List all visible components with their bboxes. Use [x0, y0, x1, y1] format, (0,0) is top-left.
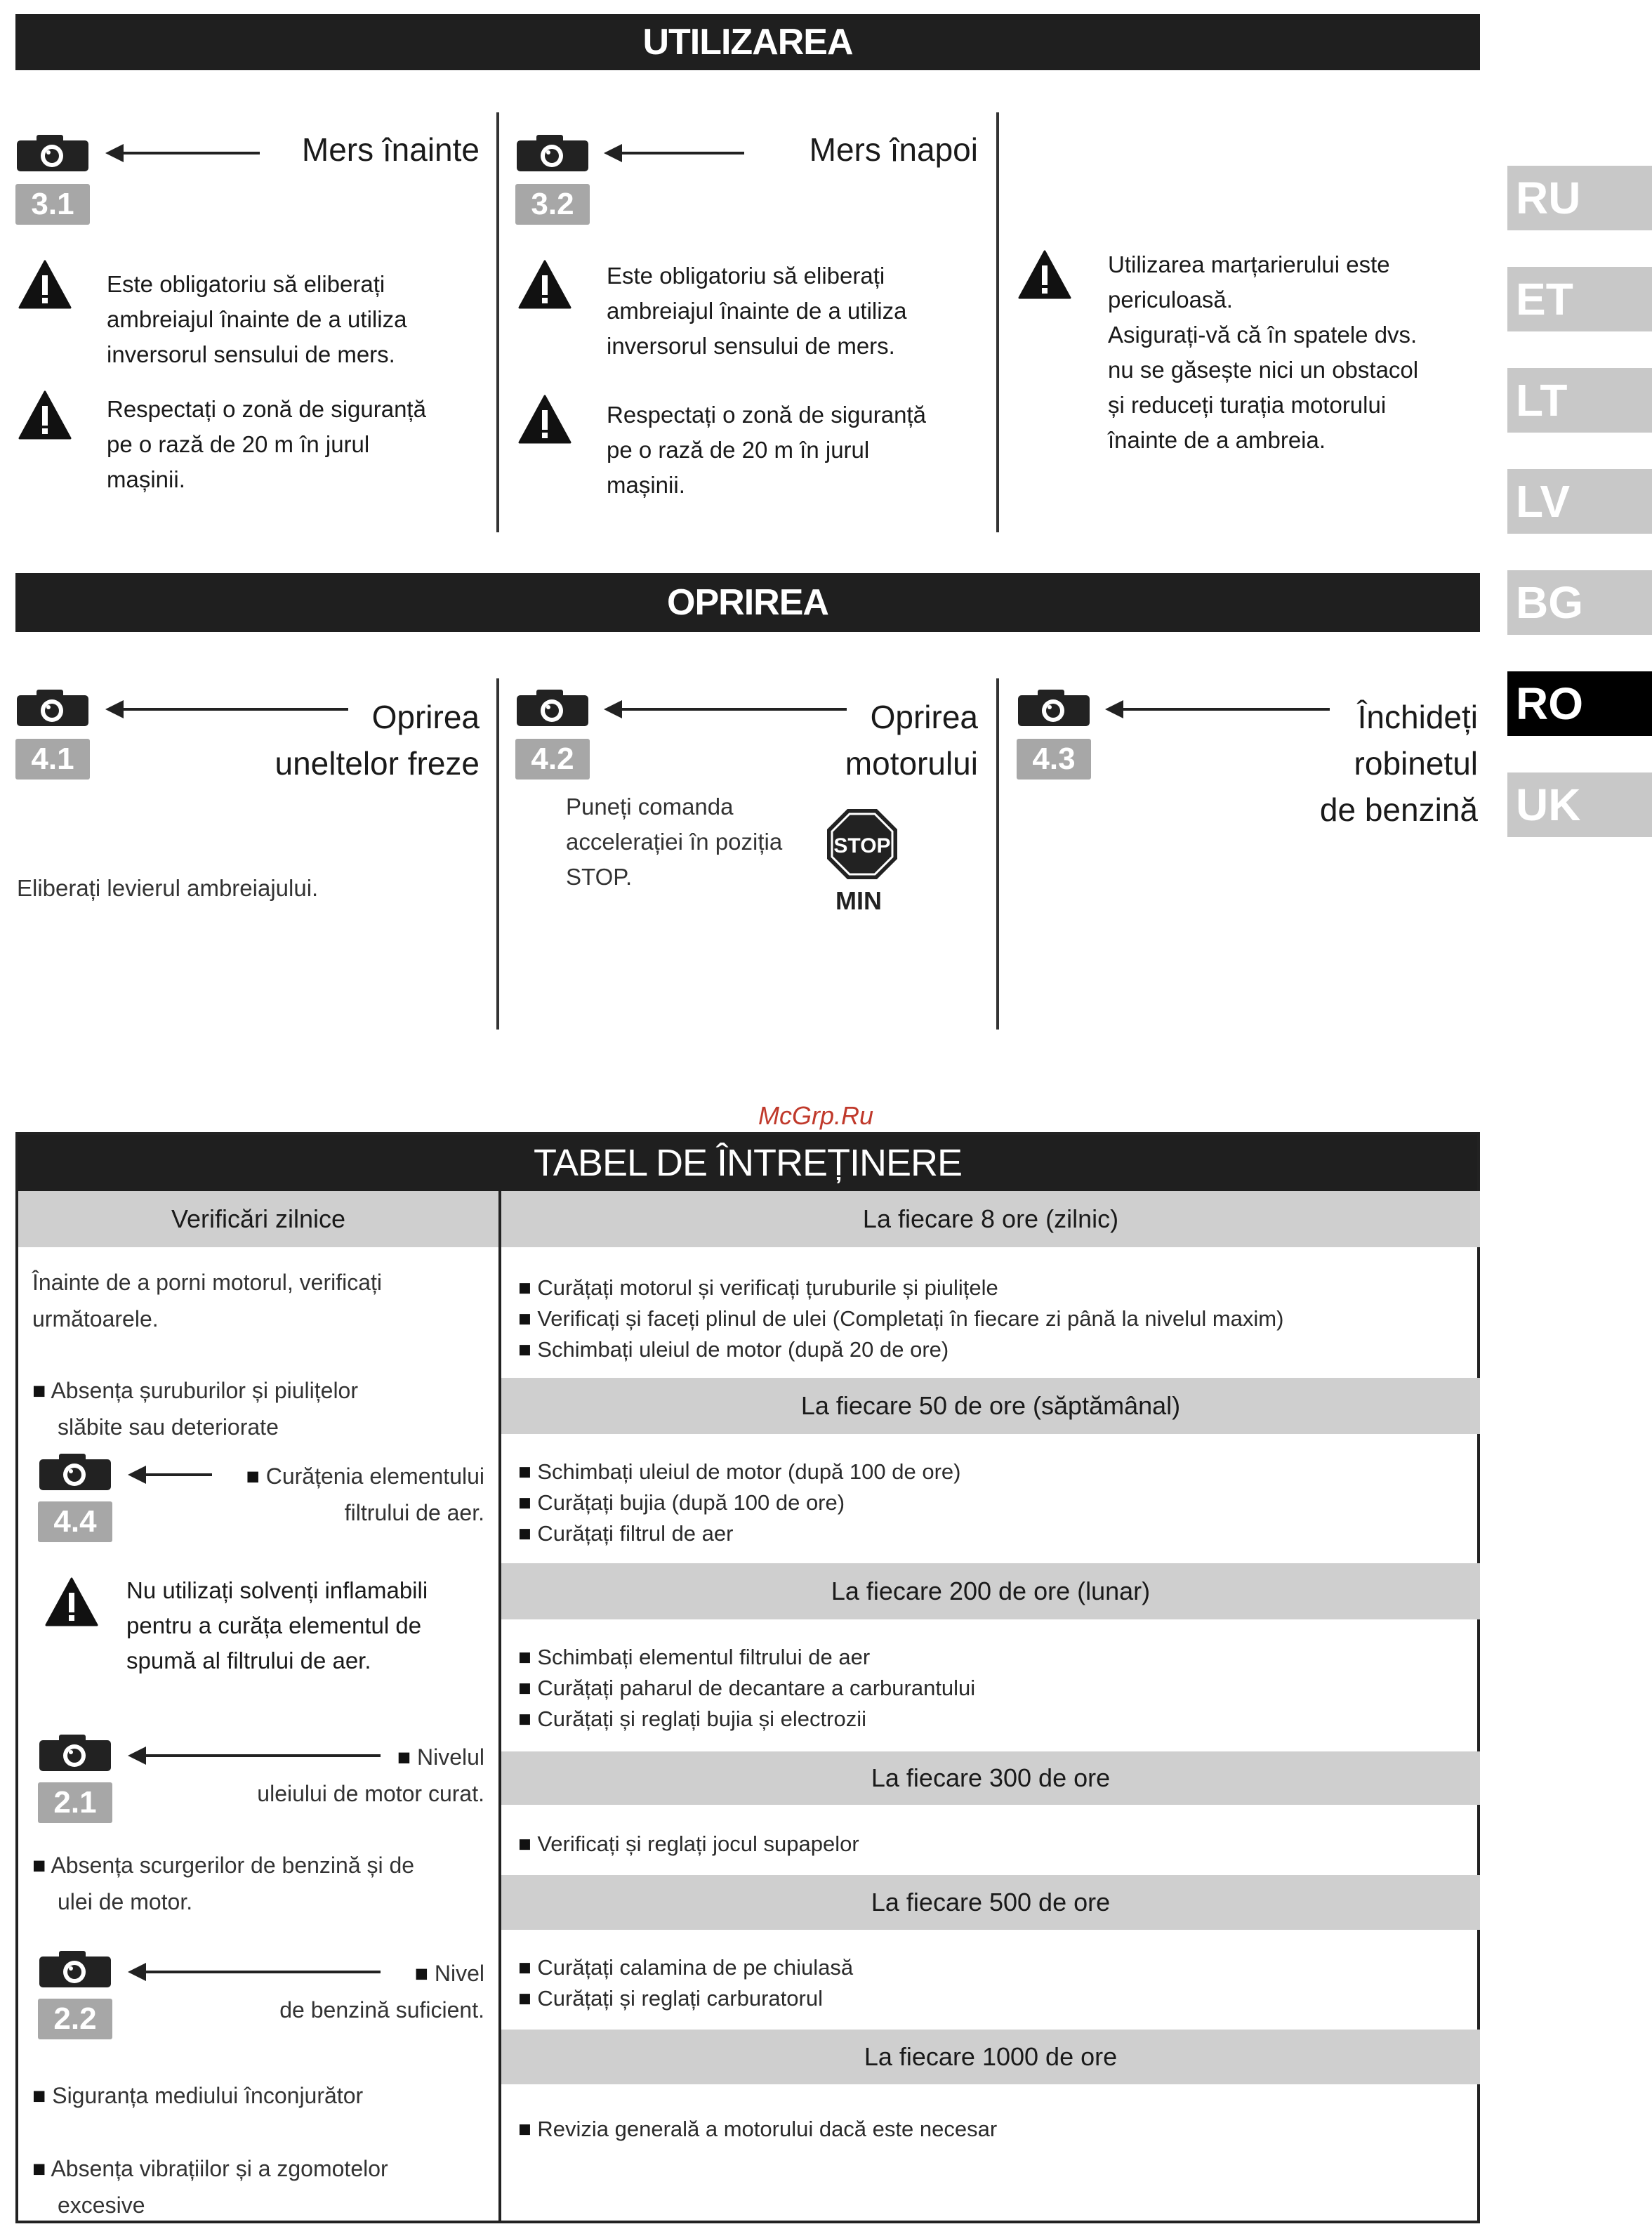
group-header-500h: La fiecare 500 de ore	[501, 1875, 1480, 1930]
group-header-200h: La fiecare 200 de ore (lunar)	[501, 1563, 1480, 1619]
language-tab-ro[interactable]: RO	[1507, 671, 1652, 736]
language-tab-lt[interactable]: LT	[1507, 368, 1652, 433]
stop-sign-label: STOP	[833, 834, 891, 857]
daily-item-bolts: ■ Absența șuruburilor și piulițelor slăbite sau deteriorate	[32, 1372, 489, 1445]
stop-title-tools: Oprirea uneltelor freze	[275, 699, 480, 782]
language-tab-uk[interactable]: UK	[1507, 772, 1652, 837]
pointer-arrow	[618, 152, 744, 154]
figure-ref-3-2: 3.2	[515, 184, 590, 225]
camera-icon	[38, 1733, 112, 1773]
figure-ref-4-4: 4.4	[38, 1501, 112, 1542]
group-header-50h: La fiecare 50 de ore (săptămânal)	[501, 1378, 1480, 1434]
group-list-200h: ■ Schimbați elementul filtrului de aer ■ Curățați paharul de decantare a carburantului ■ Curățați și reglați bujia și electrozii	[518, 1642, 1473, 1735]
daily-item-vibration: ■ Absența vibrațiilor și a zgomotelor excesive	[32, 2150, 489, 2223]
stop-title-engine: Oprirea motorului	[845, 699, 978, 782]
group-list-500h: ■ Curățați calamina de pe chiulasă ■ Curățați și reglați carburatorul	[518, 1952, 1473, 2014]
figure-ref-4-1: 4.1	[15, 739, 90, 780]
figure-ref-4-2: 4.2	[515, 739, 590, 780]
warning-icon	[18, 390, 72, 440]
camera-icon	[515, 688, 590, 728]
stop-divider-2	[996, 678, 999, 1030]
maintenance-table	[15, 1132, 1480, 2223]
group-header-8h: La fiecare 8 ore (zilnic)	[501, 1191, 1480, 1247]
warning-icon	[1018, 250, 1071, 299]
figure-ref-4-3: 4.3	[1017, 739, 1091, 780]
usage-title-forward: Mers înainte	[301, 131, 480, 168]
group-header-300h: La fiecare 300 de ore	[501, 1751, 1480, 1805]
figure-ref-2-2: 2.2	[38, 1999, 112, 2039]
group-list-50h: ■ Schimbați uleiul de motor (după 100 de ore) ■ Curățați bujia (după 100 de ore) ■ Curățați filtrul de aer	[518, 1456, 1473, 1549]
camera-icon	[515, 133, 590, 173]
camera-icon	[1017, 688, 1091, 728]
daily-checks-header: Verificări zilnice	[18, 1191, 498, 1247]
section-title-oprirea: OPRIREA	[15, 573, 1480, 632]
stop-text-clutch: Eliberați levierul ambreiajului.	[17, 875, 319, 901]
language-tab-et[interactable]: ET	[1507, 267, 1652, 331]
usage-title-reverse: Mers înapoi	[809, 131, 978, 168]
maintenance-title: TABEL DE ÎNTREȚINERE	[18, 1135, 1477, 1191]
usage-divider-1	[496, 112, 499, 532]
warning-text: Respectați o zonă de siguranță pe o rază de 20 m în jurul mașinii.	[607, 402, 926, 498]
group-list-1000h: ■ Revizia generală a motorului dacă este necesar	[518, 2114, 1473, 2145]
group-header-1000h: La fiecare 1000 de ore	[501, 2030, 1480, 2084]
pointer-arrow	[119, 152, 260, 154]
daily-fuel-level: ■ Nivel de benzină suficient.	[159, 1955, 484, 2028]
language-tab-lv[interactable]: LV	[1507, 469, 1652, 534]
daily-item-leaks: ■ Absența scurgerilor de benzină și de ulei de motor.	[32, 1847, 489, 1920]
warning-icon	[45, 1577, 98, 1626]
camera-icon	[15, 688, 90, 728]
stop-divider-1	[496, 678, 499, 1030]
warning-text: Este obligatoriu să eliberați ambreiajul înainte de a utiliza inversorul sensului de mers.	[607, 263, 907, 359]
figure-ref-3-1: 3.1	[15, 184, 90, 225]
warning-text: Respectați o zonă de siguranță pe o rază de 20 m în jurul mașinii.	[107, 396, 426, 492]
language-tab-ru[interactable]: RU	[1507, 166, 1652, 230]
usage-divider-2	[996, 112, 999, 532]
figure-ref-2-1: 2.1	[38, 1782, 112, 1823]
warning-icon	[518, 395, 571, 444]
group-list-300h: ■ Verificați și reglați jocul supapelor	[518, 1829, 1473, 1860]
daily-item-environment: ■ Siguranța mediului înconjurător	[32, 2077, 489, 2114]
daily-air-filter: ■ Curățenia elementului filtrului de aer.	[194, 1458, 484, 1531]
camera-icon	[15, 133, 90, 173]
camera-icon	[38, 1949, 112, 1989]
warning-text: Nu utilizați solvenți inflamabili pentru a curăța elementul de spumă al filtrului de aer.	[126, 1577, 428, 1673]
watermark: McGrp.Ru	[758, 1101, 874, 1130]
daily-oil-level: ■ Nivelul uleiului de motor curat.	[159, 1739, 484, 1812]
warning-icon	[18, 260, 72, 309]
stop-sign-icon	[826, 808, 899, 881]
min-label: MIN	[835, 886, 882, 915]
stop-text-throttle: Puneți comanda accelerației în poziția STOP.	[566, 794, 783, 890]
warning-text: Este obligatoriu să eliberați ambreiajul înainte de a utiliza inversorul sensului de mers.	[107, 271, 407, 367]
section-title-utilizarea: UTILIZAREA	[15, 14, 1480, 70]
warning-icon	[518, 260, 571, 309]
stop-title-fuel-tap: Închideți robinetul de benzină	[1319, 699, 1478, 828]
language-tab-bg[interactable]: BG	[1507, 570, 1652, 635]
group-list-8h: ■ Curățați motorul și verificați țuruburile și piulițele ■ Verificați și faceți plinul de ulei (Completați în fiecare zi până la nivelul maxim) ■ Schimbați uleiul de motor (după 20 de ore)	[518, 1272, 1473, 1365]
warning-text: Utilizarea marțarierului este periculoasă. Asigurați-vă că în spatele dvs. nu se găsește nici un obstacol și reduceți turația motorului înainte de a ambreia.	[1108, 251, 1419, 453]
camera-icon	[38, 1452, 112, 1492]
daily-intro: Înainte de a porni motorul, verificați următoarele.	[32, 1270, 383, 1331]
